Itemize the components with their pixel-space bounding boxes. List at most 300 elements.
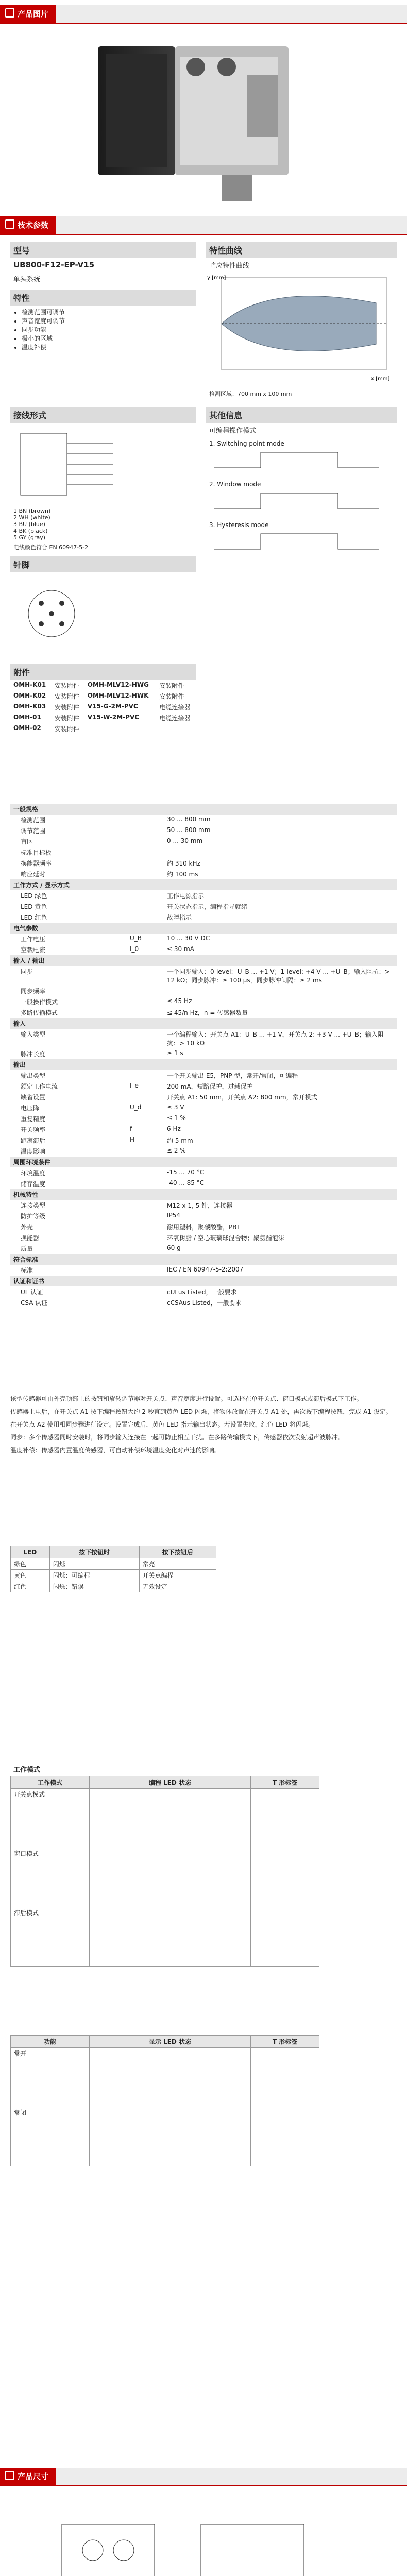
accessory-desc: 电缆连接器 [159,715,191,722]
table-row [11,1789,319,1848]
spec-row [10,912,397,923]
table-header-cell: LED [11,1546,50,1558]
wiring-line: 1 BN (brown) [13,507,51,514]
table-header-cell: T 形标签 [251,1776,319,1789]
other-info-panel [206,407,397,559]
spec-key: 响应延时 [21,871,46,878]
section-title: 技术参数 [18,221,49,230]
spec-symbol [127,1113,164,1124]
spec-key: 输入类型 [21,1031,46,1038]
spec-key: 检测范围 [21,817,46,824]
led-state-cell [90,1907,251,1967]
spec-row [10,847,397,858]
table-cell: 黄色 [11,1570,50,1581]
spec-group-label: 输入 [10,1018,397,1029]
spec-key: 输出类型 [21,1072,46,1079]
spec-symbol [127,825,164,836]
spec-row [10,1243,397,1254]
spec-value: ≤ 45 Hz [167,997,192,1005]
spec-key: LED 红色 [21,914,47,921]
spec-symbol [127,1070,164,1081]
dimension-drawing [31,2504,381,2576]
spec-row [10,1167,397,1178]
table-cell: 红色 [11,1581,50,1592]
accessory-code: OMH-K03 [13,703,46,710]
spec-row [10,1178,397,1189]
feature-item: • 声音宽度可调节 [22,316,196,325]
spec-row [10,934,397,944]
spec-row [10,869,397,879]
spec-row [10,966,397,986]
spec-symbol [127,1092,164,1103]
feature-item: • 极小的区域 [22,334,196,343]
spec-symbol [127,1146,164,1157]
spec-symbol [127,1286,164,1297]
spec-row [10,815,397,825]
led-state-cell [90,1848,251,1907]
spec-key: 一般操作模式 [21,998,58,1006]
spec-row [10,1135,397,1146]
spec-group-row [10,1189,397,1200]
accessory-row [10,723,196,734]
wiring-line: 5 GY (gray) [13,534,46,541]
mode-label: 1. Switching point mode [209,440,284,447]
spec-key: 额定工作电流 [21,1083,58,1090]
description-block [10,1391,397,1459]
spec-value: 一个编程输入：开关点 A1: -U_B ... +1 V，开关点 2: +3 V ... +U_B；输入阻抗：> 10 kΩ [167,1031,384,1047]
table-header-cell: T 形标签 [251,2036,319,2048]
spec-value: IP54 [167,1212,181,1219]
spec-row [10,1265,397,1276]
spec-symbol [127,1265,164,1276]
spec-value: 30 ... 800 mm [167,816,211,823]
spec-symbol [127,1232,164,1243]
spec-symbol [127,890,164,901]
spec-group-label: 输出 [10,1059,397,1070]
spec-symbol: I_0 [130,945,139,953]
spec-symbol [127,847,164,858]
tag-cell [251,1848,319,1907]
spec-value: cCSAus Listed，一般要求 [167,1299,242,1307]
spec-symbol: f [130,1125,132,1132]
tag-cell [251,2107,319,2166]
ruler-icon [5,2471,14,2480]
spec-row [10,1297,397,1308]
spec-group-label: 周围环境条件 [10,1157,397,1167]
tag-cell [251,2048,319,2107]
accessory-desc: 安装附件 [159,693,184,700]
spec-value: 约 100 ms [167,871,198,878]
table-header-cell: 编程 LED 状态 [90,1776,251,1789]
accessory-code: V15-W-2M-PVC [87,714,140,721]
spec-row [10,1007,397,1018]
spec-key: 温度影响 [21,1148,46,1155]
spec-key: 外壳 [21,1224,33,1231]
curve-xlabel: x [mm] [371,376,390,382]
table-row [11,1581,216,1592]
spec-row [10,858,397,869]
spec-value: M12 x 1, 5 针，连接器 [167,1202,233,1209]
table-header-cell: 功能 [11,2036,90,2048]
spec-key: 换能器 [21,1234,40,1242]
spec-symbol [127,1200,164,1211]
section-header-photo [0,5,407,24]
wiring-diagram [10,423,196,505]
spec-symbol [127,869,164,879]
curve-heading: 特性曲线 [206,242,397,258]
spec-row [10,1232,397,1243]
spec-row [10,1029,397,1048]
description-paragraph: 传感器上电后，在开关点 A1 按下编程按钮大约 2 秒直到黄色 LED 闪烁，将物体放置在开关点 A1 处，再次按下编程按钮，完成 A1 设定。 [10,1408,392,1415]
spec-row [10,1081,397,1092]
accessory-desc: 安装附件 [54,682,79,689]
spec-row [10,1113,397,1124]
tag-cell [251,1789,319,1848]
spec-group-label: 符合标准 [10,1254,397,1265]
mode-diagram [209,447,384,473]
curve-note: 检测区域：700 mm x 100 mm [209,391,292,397]
accessory-code [84,723,157,734]
table-header-cell: 显示 LED 状态 [90,2036,251,2048]
spec-key: 电压降 [21,1105,40,1112]
spec-symbol: I_e [130,1082,139,1089]
accessory-row [10,713,196,723]
accessory-desc [156,723,196,734]
spec-group-row [10,879,397,890]
spec-key: 同步 [21,968,33,975]
wiring-panel [10,407,196,553]
table-row [11,1570,216,1581]
spec-row [10,1124,397,1135]
accessory-desc: 安装附件 [54,693,79,700]
spec-group-row [10,804,397,815]
mode-label: 2. Window mode [209,481,261,488]
description-paragraph: 温度补偿：传感器内置温度传感器，可自动补偿环境温度变化对声速的影响。 [10,1447,221,1454]
spec-value: 50 ... 800 mm [167,826,211,834]
spec-symbol [127,986,164,996]
table-header-cell: 按下按钮后 [139,1546,216,1558]
spec-key: 盲区 [21,838,33,845]
spec-value [164,986,397,996]
accessory-code: V15-G-2M-PVC [87,703,138,710]
led-table [10,1546,216,1592]
spec-value: 10 ... 30 V DC [167,935,210,942]
model-heading: 型号 [10,242,196,258]
wiring-note: 电线颜色符合 EN 60947-5-2 [13,544,89,551]
spec-group-label: 输入 / 输出 [10,955,397,966]
spec-key: LED 黄色 [21,903,47,910]
mode-item [206,478,397,518]
spec-value: 工作电源指示 [167,892,205,900]
accessory-desc: 安装附件 [159,682,184,689]
spec-value: 200 mA，短路保护，过载保护 [167,1083,253,1090]
description-paragraph: 在开关点 A2 使用相同步骤进行设定。设置完成后，黄色 LED 指示输出状态。若设置失败，红色 LED 将闪烁。 [10,1421,314,1428]
spec-row [10,1146,397,1157]
accessory-code: OMH-MLV12-HWK [87,692,149,699]
spec-key: 标准目标板 [21,849,52,856]
table-header-cell: 按下按钮时 [49,1546,139,1558]
spec-symbol [127,1211,164,1222]
spec-symbol [127,858,164,869]
accessory-desc: 电缆连接器 [159,704,191,711]
curve-subtitle: 响应特性曲线 [209,262,250,270]
spec-value: ≤ 2 % [167,1147,186,1154]
spec-group-row [10,1018,397,1029]
table-header-cell: 工作模式 [11,1776,90,1789]
spec-value: 0 ... 30 mm [167,837,203,844]
spec-group-label: 工作方式 / 显示方式 [10,879,397,890]
spec-row [10,901,397,912]
table-cell: 常亮 [139,1558,216,1570]
modes-table-panel [10,1762,319,1967]
section-header-tech [0,216,407,235]
spec-key: 空载电流 [21,946,46,954]
led-state-cell [90,2107,251,2166]
modes-table [10,1776,319,1967]
output-table [10,2035,319,2166]
spec-table [10,804,397,1308]
spec-row [10,996,397,1007]
spec-panel [10,804,397,1308]
spec-row [10,1103,397,1113]
spec-group-label: 机械特性 [10,1189,397,1200]
curve-panel [206,242,397,400]
spec-value: 一个开关输出 E5，PNP 型，常开/常闭，可编程 [167,1072,298,1079]
mode-item [206,518,397,559]
spec-row [10,1211,397,1222]
spec-value: 约 5 mm [167,1137,193,1144]
spec-symbol [127,1167,164,1178]
section-header-dims [0,2468,407,2486]
led-state-cell [90,1789,251,1848]
accessory-row [10,680,196,691]
model-family: 单头系统 [13,276,41,283]
mode-diagram [209,529,384,554]
wiring-legend [10,507,196,541]
spec-symbol [127,1297,164,1308]
spec-row [10,1048,397,1059]
table-row [11,1907,319,1967]
output-table-panel [10,2035,319,2166]
led-table-panel [10,1546,216,1592]
led-state-cell [90,2048,251,2107]
spec-symbol [127,1222,164,1232]
table-row [11,1558,216,1570]
spec-symbol [127,1048,164,1059]
spec-key: LED 绿色 [21,892,47,900]
spec-value: ≥ 1 s [167,1049,183,1057]
table-cell: 闪烁 [49,1558,139,1570]
spec-value: 故障指示 [167,914,192,921]
spec-group-label: 电气参数 [10,923,397,934]
spec-value [164,847,397,858]
response-curve [206,272,392,385]
spec-key: 工作电压 [21,936,46,943]
accessory-code: OMH-MLV12-HWG [87,681,149,688]
spec-symbol [127,836,164,847]
accessory-desc: 安装附件 [54,715,79,722]
table-row [11,2107,319,2166]
table-header-row [11,1776,319,1789]
tag-cell [251,1907,319,1967]
feature-item: • 温度补偿 [22,343,196,351]
mode-label: 3. Hysteresis mode [209,521,269,529]
spec-group-row [10,1059,397,1070]
spec-key: 储存温度 [21,1180,46,1188]
mode-item [206,437,397,478]
spec-symbol [127,1007,164,1018]
spec-row [10,1070,397,1081]
pins-heading: 针脚 [10,556,196,572]
spec-key: 重复精度 [21,1115,46,1123]
spec-symbol [127,996,164,1007]
model-number: UB800-F12-EP-V15 [13,260,95,269]
spec-value: 开关点 A1: 50 mm，开关点 A2: 800 mm，常开模式 [167,1094,317,1101]
mode-diagram [209,488,384,514]
spec-key: 质量 [21,1245,33,1252]
wiring-heading: 接线形式 [10,407,196,423]
accessory-code: OMH-02 [13,724,41,732]
accessory-row [10,691,196,702]
spec-row [10,890,397,901]
wiring-line: 2 WH (white) [13,514,50,521]
spec-value: 6 Hz [167,1125,181,1132]
spec-symbol [127,1178,164,1189]
spec-key: 调节范围 [21,827,46,835]
spec-row [10,1222,397,1232]
table-cell: 开关点模式 [11,1789,90,1848]
feature-item: • 检测范围可调节 [22,308,196,316]
camera-icon [5,8,14,18]
other-info-heading: 其他信息 [206,407,397,423]
accessory-row [10,702,196,713]
spec-symbol: U_B [130,935,142,942]
document-icon [5,219,14,229]
features-heading: 特性 [10,290,196,306]
spec-group-row [10,1276,397,1286]
table-cell: 绿色 [11,1558,50,1570]
features-list [10,308,196,351]
spec-key: 脉冲长度 [21,1050,46,1058]
spec-value: ≤ 45/n Hz，n = 传感器数量 [167,1009,248,1016]
spec-value: 耐用塑料，聚碳酸酯，PBT [167,1224,241,1231]
feature-item: • 同步功能 [22,325,196,334]
spec-symbol [127,912,164,923]
table-cell: 窗口模式 [11,1848,90,1907]
pin-diagram [10,572,196,655]
section-title: 产品图片 [18,9,49,19]
spec-key: 同步频率 [21,988,46,995]
spec-key: 标准 [21,1267,33,1274]
spec-symbol [127,815,164,825]
table-cell: 常开 [11,2048,90,2107]
curve-ylabel: y [mm] [207,275,226,281]
spec-group-label: 一般规格 [10,804,397,815]
spec-key: 环境温度 [21,1170,46,1177]
spec-key: 开关频率 [21,1126,46,1133]
spec-key: 连接类型 [21,1202,46,1209]
accessory-desc: 安装附件 [54,704,79,711]
spec-value: -40 ... 85 °C [167,1179,205,1187]
spec-group-row [10,1157,397,1167]
spec-value: 环氧树脂 / 空心玻璃球混合物；聚氨酯泡沫 [167,1234,284,1242]
table-cell: 常闭 [11,2107,90,2166]
table-row [11,2048,319,2107]
spec-value: IEC / EN 60947-5-2:2007 [167,1266,244,1273]
spec-group-row [10,955,397,966]
spec-row [10,825,397,836]
spec-symbol: H [130,1136,135,1143]
spec-row [10,1286,397,1297]
spec-key: 多路传输模式 [21,1009,58,1016]
spec-key: CSA 认证 [21,1299,48,1307]
spec-row [10,986,397,996]
wiring-line: 3 BU (blue) [13,521,45,528]
table-cell: 闪烁：错误 [49,1581,139,1592]
spec-symbol [127,966,164,986]
spec-value: 开关状态指示，编程指导就绪 [167,903,248,910]
spec-key: 防护等级 [21,1213,46,1220]
modes-table-title: 工作模式 [13,1766,41,1774]
spec-value: -15 ... 70 °C [167,1168,205,1176]
table-row [11,1848,319,1907]
spec-row [10,944,397,955]
section-title: 产品尺寸 [18,2472,49,2481]
spec-value: 60 g [167,1244,181,1251]
spec-row [10,836,397,847]
spec-symbol [127,1029,164,1048]
spec-value: 一个同步输入：0-level: -U_B ... +1 V；1-level: +4 V ... +U_B；输入阻抗：> 12 kΩ；同步脉冲：≥ 100 µs，同步脉冲间隔：≥ 2 ms [167,968,390,984]
program-heading: 可编程操作模式 [209,427,257,435]
spec-group-label: 认证和证书 [10,1276,397,1286]
accessories-table [10,680,196,734]
table-cell: 滞后模式 [11,1907,90,1967]
product-photo [77,26,335,206]
description-paragraph: 该型传感器可由外壳顶部上的按钮和旋转调节器对开关点、声音宽度进行设置。可选择在单开关点、窗口模式或滞后模式下工作。 [10,1395,363,1402]
description-paragraph: 同步：多个传感器同时安装时，将同步输入连接在一起可防止相互干扰。在多路传输模式下，传感器依次发射超声波脉冲。 [10,1434,345,1441]
table-cell: 无效设定 [139,1581,216,1592]
spec-row [10,1200,397,1211]
accessory-code: OMH-K02 [13,692,46,699]
spec-group-row [10,1254,397,1265]
spec-key: 距离滞后 [21,1137,46,1144]
spec-key: 缺省设置 [21,1094,46,1101]
table-header-row [11,2036,319,2048]
spec-value: cULus Listed，一般要求 [167,1289,237,1296]
spec-value: 约 310 kHz [167,860,200,867]
wiring-line: 4 BK (black) [13,528,48,534]
accessories-heading: 附件 [10,664,196,680]
spec-key: 换能器频率 [21,860,52,867]
table-cell: 开关点编程 [139,1570,216,1581]
spec-symbol [127,901,164,912]
table-cell: 闪烁：可编程 [49,1570,139,1581]
modes-list [206,437,397,559]
spec-value: ≤ 30 mA [167,945,194,953]
accessory-code: OMH-K01 [13,681,46,688]
spec-value: ≤ 1 % [167,1114,186,1122]
accessory-desc: 安装附件 [54,725,79,733]
spec-row [10,1092,397,1103]
spec-key: UL 认证 [21,1289,43,1296]
table-header-row [11,1546,216,1558]
spec-symbol: U_d [130,1104,142,1111]
spec-symbol [127,1243,164,1254]
pins-panel [10,556,196,734]
model-panel [10,242,196,353]
spec-group-row [10,923,397,934]
accessory-code: OMH-01 [13,714,41,721]
